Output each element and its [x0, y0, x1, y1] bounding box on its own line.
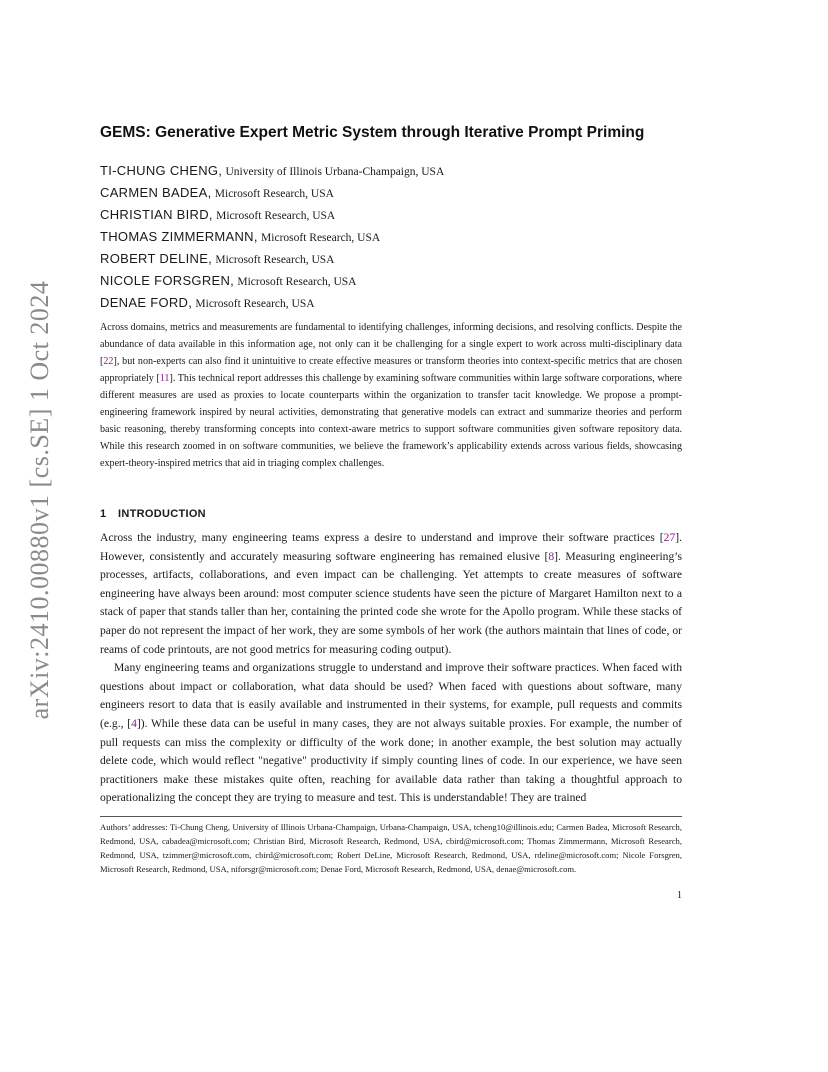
citation-link[interactable]: 27 — [663, 531, 676, 544]
author-entry — [100, 182, 682, 204]
author-entry — [100, 270, 682, 292]
author-affiliation: Microsoft Research, USA — [214, 188, 334, 200]
body-text — [100, 529, 682, 808]
author-name: CARMEN BADEA, — [100, 185, 212, 200]
footnote-divider — [100, 816, 682, 817]
body-paragraph: Many engineering teams and organizations struggle to understand and improve their software practices. When faced with questions about impact or collaboration, what data should be used? When faced with questions about software, many engineers resort to data that is easily available and instrumented in their systems, for example, pull requests and commits (e.g., [4]). While these data can be useful in many cases, they are not always suitable proxies. For example, the number of pull requests can miss the complexity or difficulty of the work done; in another example, the best solution may actually delete code, which would reflect "negative" productivity if simply counting lines of code. In our experience, we have seen practitioners make these mistakes quite often, reaching for available data rather than taking a thoughtful approach to operationalizing the concept they are trying to measure and test. This is understandable! They are trained — [100, 661, 682, 805]
author-affiliation: Microsoft Research, USA — [261, 232, 381, 244]
author-entry — [100, 204, 682, 226]
author-name: NICOLE FORSGREN, — [100, 273, 235, 288]
author-affiliation: Microsoft Research, USA — [215, 254, 335, 266]
author-name: DENAE FORD, — [100, 295, 193, 310]
body-paragraph: Across the industry, many engineering teams express a desire to understand and improve their software practices [27]. However, consistently and accurately measuring software engineering has remained elusive [8]. Measuring engineering’s processes, artifacts, collaborations, and even impact can be challenging. Yet attempts to create measures of software engineering have always been around: most computer science students have seen the picture of Margaret Hamilton next to a stack of paper that stands taller than her, containing the printed code she wrote for the Apollo program. While these stacks of paper do not represent the impact of her work, they are some symbols of her work (the authors maintain that lines of code, or reams of code printouts, are not good metrics for measuring coding output). — [100, 531, 682, 656]
citation-link[interactable]: 8 — [548, 549, 555, 563]
author-name: CHRISTIAN BIRD, — [100, 207, 213, 222]
abstract-paragraph: Across domains, metrics and measurements are fundamental to identifying challenges, informing decisions, and resolving conflicts. Despite the abundance of data available in this information age, not only can it be challenging for a single expert to work across multi-disciplinary data [22], but non-experts can also find it unintuitive to create effective measures or transform theories into context-specific metrics that are chosen appropriately [11]. This technical report addresses this challenge by examining software communities within large software corporations, where different measures are used as proxies to locate counterparts within the organization to transfer tacit knowledge. We propose a prompt-engineering framework inspired by neural activities, demonstrating that generative models can extract and summarize theories and perform basic reasoning, thereby transforming concepts into context-aware metrics to support software communities given software repository data. While this research zoomed in on software communities, we believe the framework’s applicability extends across various fields, showcasing expert-theory-inspired metrics that aid in triaging complex challenges. — [100, 322, 682, 469]
author-name: TI-CHUNG CHENG, — [100, 163, 223, 178]
page-number: 1 — [677, 890, 682, 901]
footnote — [100, 820, 682, 876]
author-list — [100, 160, 682, 314]
paper-title: GEMS: Generative Expert Metric System through Iterative Prompt Priming — [100, 124, 645, 141]
author-entry — [100, 248, 682, 270]
section-number: 1 — [100, 508, 107, 520]
citation-link[interactable]: 22 — [103, 356, 114, 367]
section-heading — [100, 508, 206, 520]
author-name: THOMAS ZIMMERMANN, — [100, 229, 258, 244]
author-addresses: Authors’ addresses: Ti-Chung Cheng, University of Illinois Urbana-Champaign, Urbana-Champaign, USA, tcheng10@illinois.edu; Carmen Badea, Microsoft Research, Redmond, USA, cabadea@microsoft.com; Christian Bird, Microsoft Research, Redmond, USA, cbird@microsoft.com; Thomas Zimmermann, Microsoft Research, Redmond, USA, tzimmer@microsoft.com, cbird@microsoft.com; Robert DeLine, Microsoft Research, Redmond, USA, rdeline@microsoft.com; Nicole Forsgren, Microsoft Research, Redmond, USA, niforsgr@microsoft.com; Denae Ford, Microsoft Research, Redmond, USA, denae@microsoft.com. — [100, 822, 682, 874]
citation-link[interactable]: 4 — [131, 716, 137, 730]
author-affiliation: University of Illinois Urbana-Champaign, USA — [225, 166, 445, 178]
author-entry — [100, 292, 682, 314]
citation-link[interactable]: 11 — [159, 373, 170, 384]
author-entry — [100, 226, 682, 248]
author-entry — [100, 160, 682, 182]
abstract — [100, 319, 682, 472]
author-affiliation: Microsoft Research, USA — [237, 276, 357, 288]
section-title: INTRODUCTION — [118, 508, 206, 520]
author-affiliation: Microsoft Research, USA — [195, 298, 315, 310]
arxiv-identifier-stamp: arXiv:2410.00880v1 [cs.SE] 1 Oct 2024 — [25, 280, 54, 720]
author-name: ROBERT DELINE, — [100, 251, 213, 266]
author-affiliation: Microsoft Research, USA — [216, 210, 336, 222]
